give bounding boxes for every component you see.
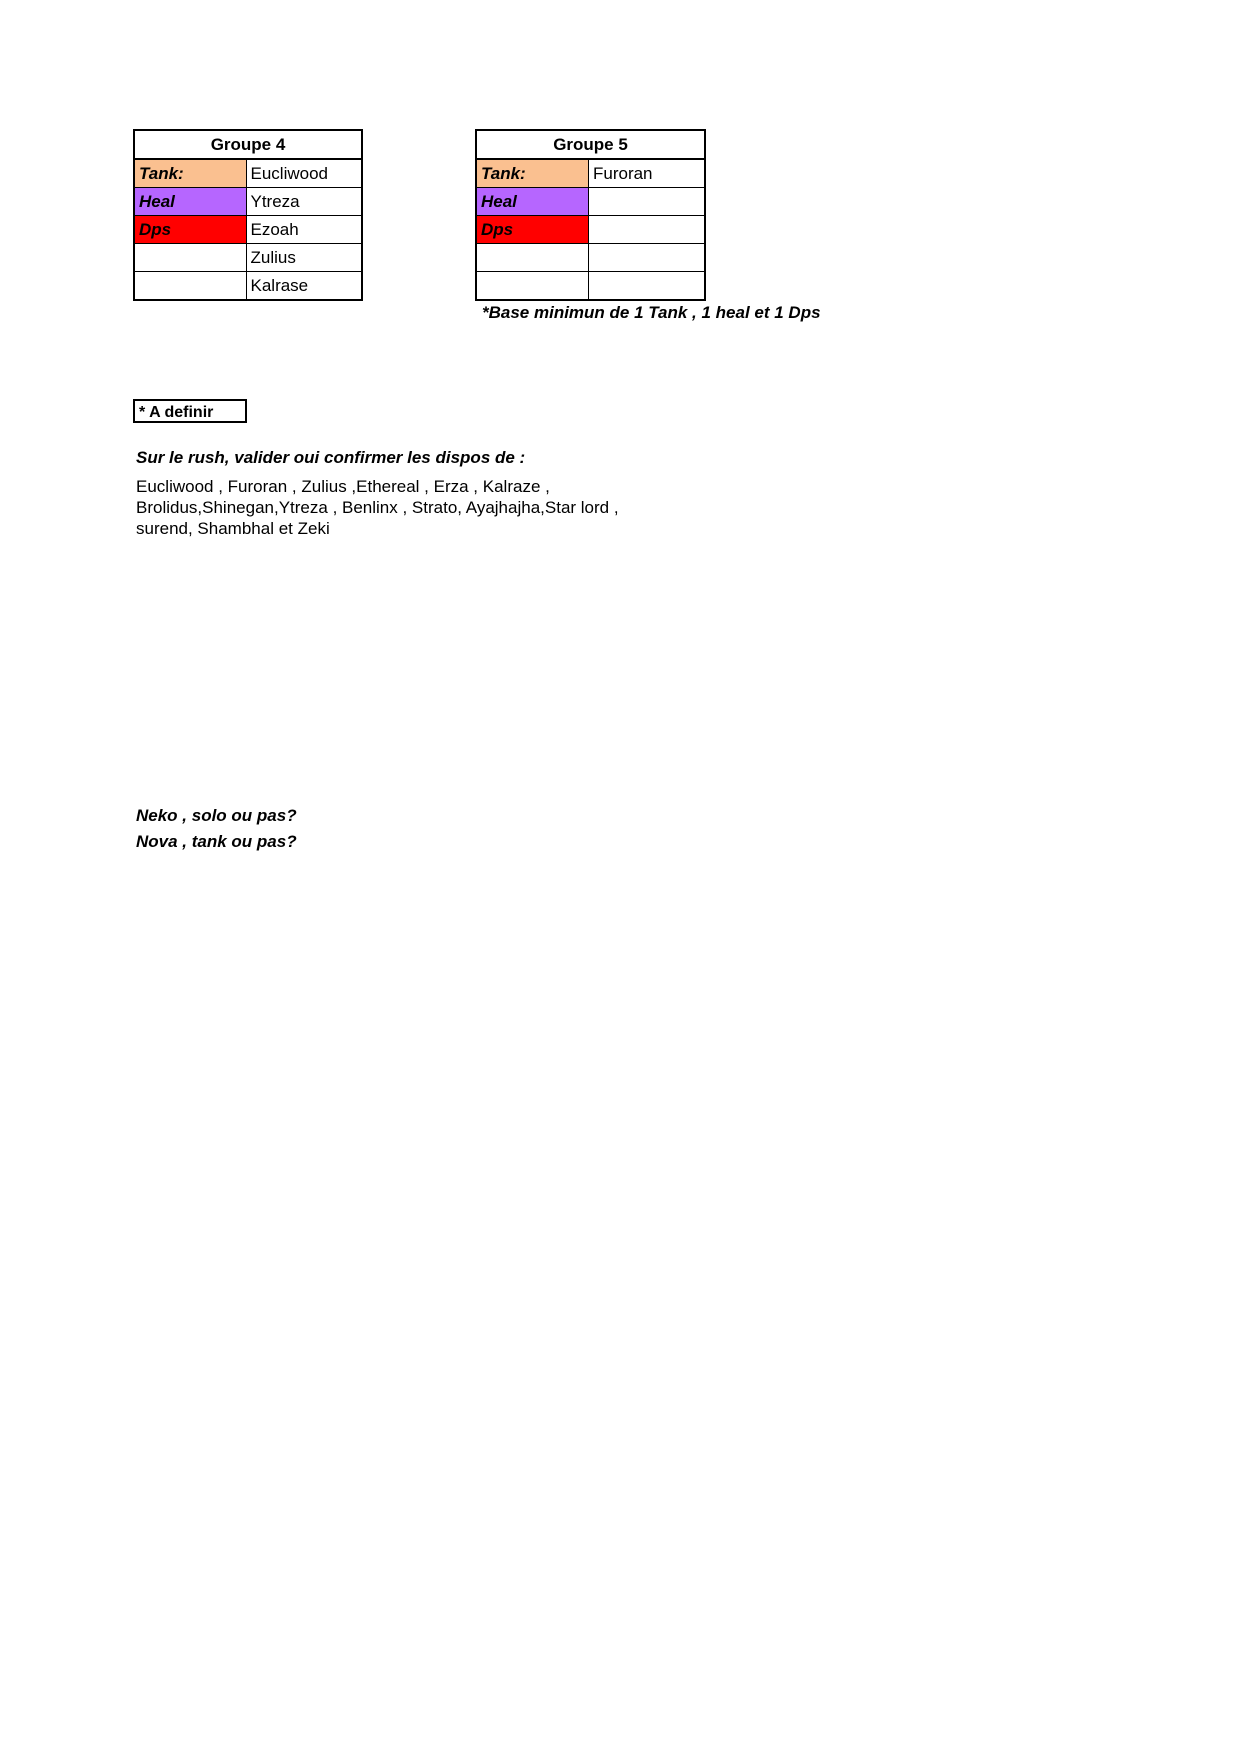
- a-definir-box: * A definir: [133, 399, 247, 423]
- group-table-5: [475, 129, 706, 301]
- member-name[interactable]: Ezoah: [246, 216, 362, 244]
- role-label-heal: Heal: [134, 188, 246, 216]
- role-label-empty: [134, 244, 246, 272]
- group-title: Groupe 4: [134, 130, 362, 159]
- table-row: [134, 272, 362, 301]
- role-label-empty: [476, 272, 588, 301]
- names-list: [136, 476, 736, 539]
- role-label-tank: Tank:: [476, 159, 588, 188]
- names-line: Brolidus,Shinegan,Ytreza , Benlinx , Strato, Ayajhajha,Star lord ,: [136, 498, 619, 517]
- member-name[interactable]: Eucliwood: [246, 159, 362, 188]
- member-name[interactable]: Zulius: [246, 244, 362, 272]
- names-line: surend, Shambhal et Zeki: [136, 519, 330, 538]
- question-line: Neko , solo ou pas?: [136, 806, 297, 825]
- table-row: [476, 159, 705, 188]
- table-row: [134, 216, 362, 244]
- table-row: [134, 244, 362, 272]
- member-name[interactable]: [588, 188, 705, 216]
- group-table-4: [133, 129, 363, 301]
- question-line: Nova , tank ou pas?: [136, 832, 297, 851]
- table-row: [134, 159, 362, 188]
- rush-heading: Sur le rush, valider oui confirmer les dispos de :: [136, 448, 526, 467]
- table-row-title: [134, 130, 362, 159]
- table-row: [476, 188, 705, 216]
- role-label-dps: Dps: [134, 216, 246, 244]
- table-row: [476, 216, 705, 244]
- table-row: [476, 244, 705, 272]
- member-name[interactable]: Kalrase: [246, 272, 362, 301]
- member-name[interactable]: [588, 244, 705, 272]
- role-label-tank: Tank:: [134, 159, 246, 188]
- member-name[interactable]: [588, 216, 705, 244]
- member-name[interactable]: [588, 272, 705, 301]
- questions-block: [136, 803, 297, 855]
- group-title: Groupe 5: [476, 130, 705, 159]
- names-line: Eucliwood , Furoran , Zulius ,Ethereal , Erza , Kalraze ,: [136, 477, 550, 496]
- base-minimum-note: *Base minimun de 1 Tank , 1 heal et 1 Dps: [482, 303, 821, 322]
- table-row: [134, 188, 362, 216]
- role-label-empty: [134, 272, 246, 301]
- role-label-empty: [476, 244, 588, 272]
- member-name[interactable]: Furoran: [588, 159, 705, 188]
- role-label-heal: Heal: [476, 188, 588, 216]
- member-name[interactable]: Ytreza: [246, 188, 362, 216]
- table-row: [476, 272, 705, 301]
- role-label-dps: Dps: [476, 216, 588, 244]
- table-row-title: [476, 130, 705, 159]
